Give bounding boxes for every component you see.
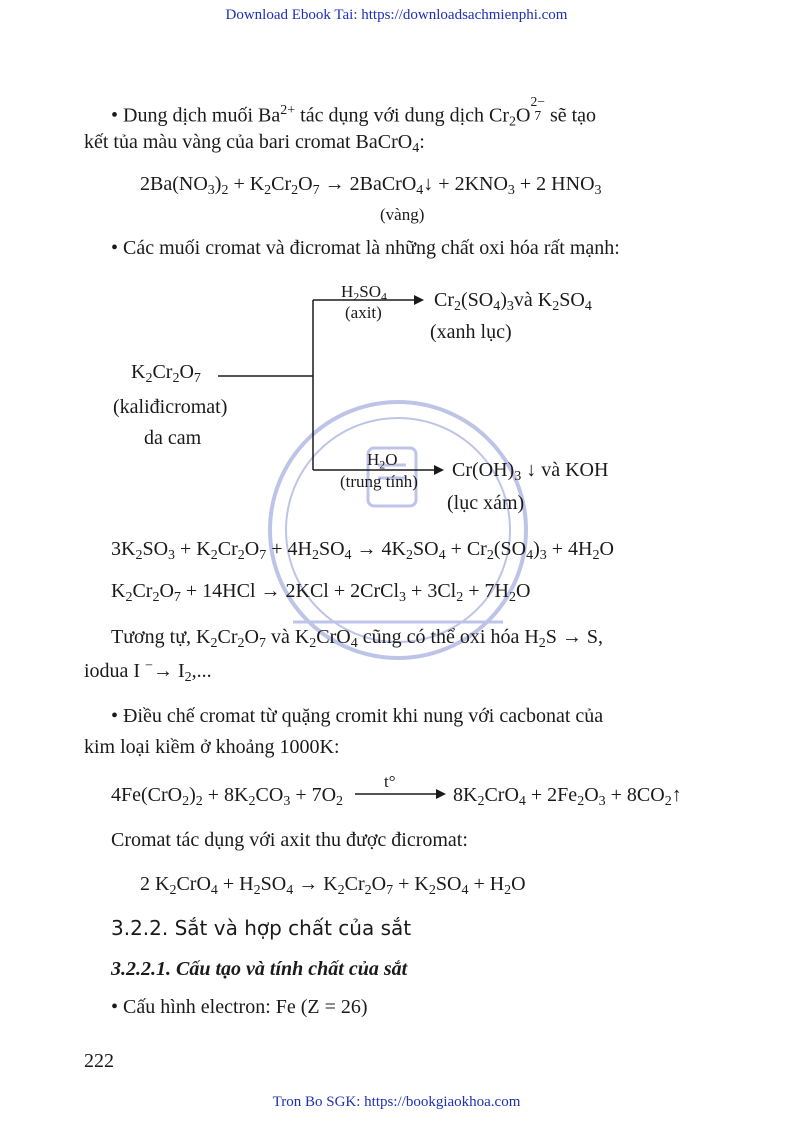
paragraph-acid-dichromate: Cromat tác dụng với axit thu được đicromat: [111, 829, 468, 851]
formula-part: 2 [508, 589, 516, 605]
paragraph-ba-ion-line2: kết tủa màu vàng của bari cromat BaCrO$_4$: [84, 131, 425, 156]
diagram-reactant-color: da cam [144, 427, 202, 449]
equation-sulfite [111, 538, 614, 561]
formula-part: + K [228, 173, 265, 195]
formula-part: 4 [210, 882, 218, 898]
formula-part: SO [559, 289, 585, 311]
formula-part: 4Fe(CrO [111, 784, 183, 806]
formula-part: 2 [264, 182, 272, 198]
diagram-bottom-product [452, 459, 608, 482]
formula-part: (SO [493, 538, 527, 560]
formula-part: + H [468, 873, 505, 895]
formula-part: 4 [493, 298, 501, 314]
formula-part: + 8CO [605, 784, 665, 806]
page-number: 222 [84, 1050, 114, 1072]
formula-part: 2 [152, 589, 160, 605]
formula-part: 3 [514, 468, 522, 484]
formula-part: + K [393, 873, 429, 895]
formula-part: 2 [172, 370, 180, 386]
formula-part: + 7O [290, 784, 337, 806]
paragraph-electron-config: • Cấu hình electron: Fe (Z = 26) [111, 996, 368, 1018]
formula-part: 7 [312, 182, 320, 198]
diagram-bottom-product-color: (lục xám) [447, 492, 525, 514]
formula-part: 2 [477, 793, 485, 809]
formula-part: 4 [344, 547, 352, 563]
formula-part: + 4H [266, 538, 312, 560]
formula-part: + H [217, 873, 254, 895]
formula-part: iodua I [84, 660, 146, 682]
formula-part: 2 [552, 298, 560, 314]
formula-part: + 8K [202, 784, 249, 806]
formula-part: 8K [453, 784, 478, 806]
formula-part: CrO [316, 626, 351, 648]
formula-part: O [244, 538, 260, 560]
formula-part: CrO [484, 784, 519, 806]
formula-part: 2 [184, 669, 192, 685]
paragraph-chromite-line2: kim loại kiềm ở khoảng 1000K: [84, 736, 340, 758]
formula-part: 4 [416, 182, 424, 198]
formula-part: 2 [405, 547, 413, 563]
formula-part: 4 [380, 289, 387, 304]
formula-part: H [341, 282, 354, 301]
formula-part: S → S, [545, 626, 604, 648]
equation-chromite-left [111, 784, 343, 807]
formula-part: ,... [191, 660, 212, 682]
paragraph-chromite: • Điều chế cromat từ quặng cromit khi nung với cacbonat của [111, 705, 604, 727]
formula-part: 4 [584, 298, 592, 314]
formula-part: 3 [207, 182, 215, 198]
formula-part: O [179, 361, 194, 383]
formula-part: 4 [438, 547, 446, 563]
formula-part: O [385, 450, 398, 469]
formula-part: + K [175, 538, 211, 560]
formula-part: 3 [506, 298, 514, 314]
subsection-heading: 3.2.2.1. Cấu tạo và tính chất của sắt [111, 958, 408, 980]
formula-part: CrO [176, 873, 211, 895]
formula-part: 2 [337, 882, 345, 898]
formula-part: + 14HCl → 2KCl + 2CrCl [180, 580, 400, 602]
formula-part: SO [435, 873, 462, 895]
formula-part: 2 [169, 882, 177, 898]
formula-part: 3 [399, 589, 407, 605]
formula-part: 3 [594, 182, 602, 198]
formula-part: SO [260, 873, 287, 895]
diagram-bottom-reagent [367, 450, 398, 470]
formula-part: + 2 HNO [514, 173, 595, 195]
formula-part: 2 [135, 547, 143, 563]
formula-part: 2 [253, 882, 261, 898]
formula-part: 7 [193, 370, 201, 386]
diagram-reactant-name: (kaliđicromat) [113, 396, 228, 418]
formula-part: 2 [125, 589, 133, 605]
formula-part: ) [533, 538, 540, 560]
formula-part: 7 [173, 589, 181, 605]
formula-part: O [511, 873, 526, 895]
formula-part: SO [412, 538, 439, 560]
formula-part: 4 [286, 882, 294, 898]
formula-part: Cr [217, 626, 238, 648]
formula-part: 4 [526, 547, 534, 563]
formula-part: 7 [386, 882, 394, 898]
equation-chromite-right [453, 784, 682, 807]
formula-part: → K [293, 873, 338, 895]
diagram-top-product-color: (xanh lục) [430, 321, 512, 343]
formula-part: O [515, 580, 531, 602]
formula-part: 2 [248, 793, 256, 809]
formula-part: CO [255, 784, 284, 806]
formula-part: 2 [456, 589, 464, 605]
formula-part: 4 [350, 635, 358, 651]
formula-part: → 2BaCrO [319, 173, 417, 195]
formula-part: 2 [538, 635, 546, 651]
formula-part: Cr(OH) [452, 459, 515, 481]
formula-part: 2 [210, 635, 218, 651]
formula-part: + Cr [445, 538, 487, 560]
formula-part: 2 [664, 793, 672, 809]
diagram-top-reagent [341, 282, 387, 302]
formula-part: 2 [454, 298, 461, 314]
formula-part: ) [189, 784, 196, 806]
formula-part: O [244, 626, 259, 648]
formula-part: O [159, 580, 174, 602]
formula-part: 2 [145, 370, 153, 386]
formula-part: 2 [195, 793, 203, 809]
formula-part: Cr [344, 873, 365, 895]
formula-part: Cr [152, 361, 173, 383]
formula-part: 3 [507, 182, 515, 198]
formula-part: SO [359, 282, 381, 301]
equation-dichromate [140, 873, 526, 896]
formula-part: SO [318, 538, 345, 560]
formula-part: Cr [132, 580, 153, 602]
formula-part: 2 [210, 547, 218, 563]
formula-part: 2 K [140, 873, 170, 895]
formula-part: 2 [428, 882, 436, 898]
paragraph-ba-ion: • Dung dịch muối $Ba^{2+}$ tác dụng với dung dịch $Cr_2O$ 2− 7 sẽ tạo [111, 94, 597, 130]
formula-part: ↓ và KOH [521, 459, 609, 481]
formula-part: ↑ [671, 784, 682, 806]
paragraph-similar [111, 626, 603, 649]
formula-part: 2 [379, 457, 386, 472]
formula-part: + 2Fe [525, 784, 578, 806]
formula-part: 4 [518, 793, 526, 809]
formula-part: 2 [364, 882, 372, 898]
equation-chromite-condition: t° [384, 772, 396, 791]
formula-part: 4 [461, 882, 469, 898]
formula-part: SO [142, 538, 169, 560]
section-heading: 3.2.2. Sắt và hợp chất của sắt [111, 916, 412, 940]
formula-part: 2 [504, 882, 512, 898]
formula-part: O [371, 873, 387, 895]
formula-part: và K [513, 289, 553, 311]
formula-part: 2 [311, 547, 319, 563]
diagram-bottom-condition: (trung tính) [340, 472, 418, 491]
formula-part: 2 [577, 793, 585, 809]
diagram-top-product [434, 289, 592, 312]
formula-part: → 4K [351, 538, 406, 560]
formula-part: Cr [271, 173, 292, 195]
formula-part: 2 [353, 289, 360, 304]
formula-part: 3 [598, 793, 606, 809]
formula-part: và K [265, 626, 310, 648]
diagram-top-condition: (axit) [345, 303, 382, 322]
formula-part: 2 [291, 182, 299, 198]
formula-part: (SO [461, 289, 494, 311]
formula-part: O [584, 784, 599, 806]
formula-part: 3 [168, 547, 176, 563]
formula-part: 2Ba(NO [140, 173, 208, 195]
formula-part: 2 [486, 547, 494, 563]
formula-part: 2 [237, 547, 245, 563]
paragraph-similar-line2 [84, 660, 212, 683]
equation-hcl [111, 580, 530, 603]
formula-part: 2 [182, 793, 190, 809]
formula-part: + 7H [463, 580, 509, 602]
formula-part: ) [500, 289, 507, 311]
formula-part: → I [153, 660, 185, 682]
formula-part: Cr [434, 289, 454, 311]
formula-part: 7 [259, 547, 267, 563]
formula-part: ↓ + 2KNO [423, 173, 508, 195]
formula-part: + 4H [546, 538, 593, 560]
formula-part: K [131, 361, 146, 383]
equation-note-yellow: (vàng) [380, 205, 425, 224]
formula-part: 2 [309, 635, 317, 651]
formula-part: O [298, 173, 313, 195]
formula-part: 3K [111, 538, 136, 560]
formula-part: cũng có thể oxi hóa H [357, 626, 539, 648]
formula-part: ) [214, 173, 222, 195]
formula-part: 2 [221, 182, 229, 198]
formula-part: 7 [258, 635, 266, 651]
bullet: • [111, 104, 119, 127]
formula-part: Cr [217, 538, 238, 560]
formula-part: O [599, 538, 614, 560]
formula-part: 2 [336, 793, 344, 809]
formula-part: 2 [237, 635, 245, 651]
formula-part: H [367, 450, 380, 469]
diagram-reactant [131, 361, 201, 384]
formula-part: − [145, 658, 153, 674]
formula-part: 2 [592, 547, 600, 563]
paragraph-oxidizers: • Các muối cromat và đicromat là những chất oxi hóa rất mạnh: [111, 237, 620, 259]
formula-part: 3 [539, 547, 547, 563]
footer-link[interactable]: Tron Bo SGK: https://bookgiaokhoa.com [272, 1094, 521, 1110]
formula-part: Tương tự, K [111, 626, 211, 648]
formula-part: + 3Cl [406, 580, 457, 602]
header-link[interactable]: Download Ebook Tai: https://downloadsachmienphi.com [225, 7, 568, 23]
formula-part: 3 [283, 793, 291, 809]
formula-part: K [111, 580, 126, 602]
